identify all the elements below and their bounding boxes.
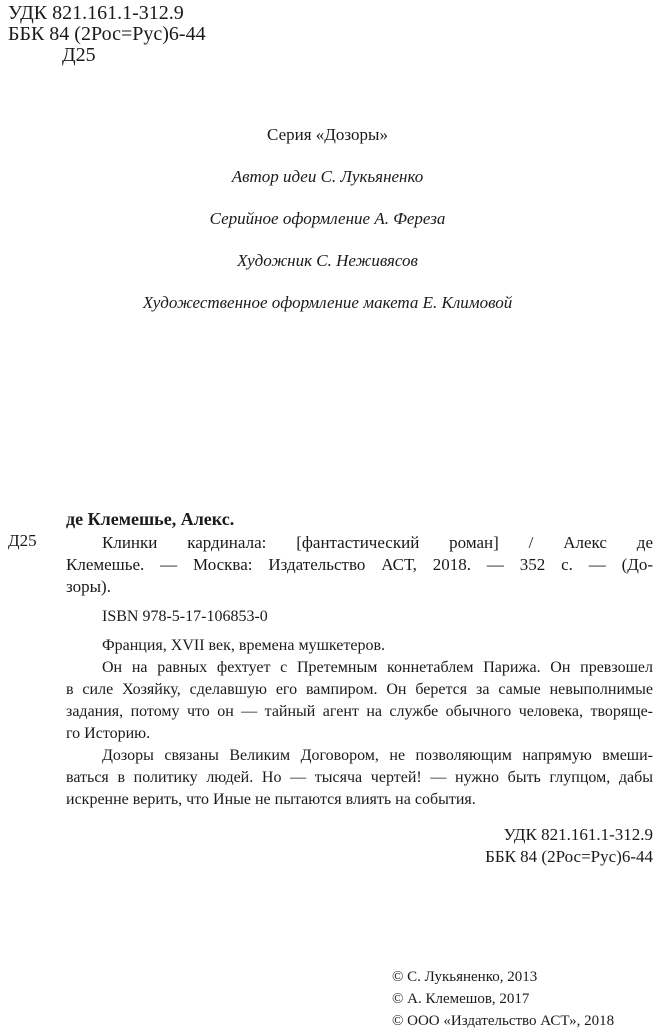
annotation-line: искренне верить, что Иные не пытаются влиять на события. bbox=[66, 791, 476, 808]
artist-credit: Художник С. Неживясов bbox=[237, 251, 418, 270]
idea-author: Автор идеи С. Лукьяненко bbox=[231, 167, 424, 186]
annotation-line: в силе Хозяйку, сделавшую его вампиром. Он берется за самые невыполнимые bbox=[66, 681, 653, 698]
catalog-mark: Д25 bbox=[8, 531, 37, 550]
catalog-heading: де Клемешье, Алекс. bbox=[66, 509, 235, 529]
bottom-udk-code: УДК 821.161.1-312.9 bbox=[503, 825, 653, 844]
annotation-line: ваться в политику людей. Но — тысяча чертей! — нужно быть глупцом, дабы bbox=[66, 769, 653, 786]
copyright-line: © ООО «Издательство АСТ», 2018 bbox=[392, 1013, 615, 1029]
annotation bbox=[66, 635, 653, 811]
catalog-entry-line: Клемешье. — Москва: Издательство АСТ, 2018. — 352 с. — (До- bbox=[66, 555, 653, 574]
catalog-entry bbox=[66, 532, 653, 598]
annotation-line: Он на равных фехтует с Претемным коннетаблем Парижа. Он превзошел bbox=[102, 659, 653, 676]
top-bbk-code: ББК 84 (2Рос=Рус)6-44 bbox=[8, 23, 206, 45]
annotation-line: Дозоры связаны Великим Договором, не позволяющим напрямую вмеши- bbox=[102, 747, 653, 764]
copyright-line: © А. Клемешов, 2017 bbox=[392, 991, 530, 1007]
annotation-line: го Историю. bbox=[66, 725, 151, 742]
catalog-entry-line: зоры). bbox=[66, 577, 111, 596]
series-design-credit: Серийное оформление А. Фереза bbox=[209, 209, 446, 228]
series-title: Серия «Дозоры» bbox=[267, 125, 388, 144]
bottom-bbk-code: ББК 84 (2Рос=Рус)6-44 bbox=[485, 847, 653, 866]
catalog-entry-line: Клинки кардинала: [фантастический роман] / Алекс де bbox=[102, 533, 653, 552]
top-udk-code: УДК 821.161.1-312.9 bbox=[8, 2, 184, 24]
copyright-line: © С. Лукьяненко, 2013 bbox=[392, 969, 538, 985]
annotation-line: Франция, XVII век, времена мушкетеров. bbox=[102, 637, 386, 654]
top-author-mark: Д25 bbox=[62, 44, 96, 66]
isbn: ISBN 978-5-17-106853-0 bbox=[102, 608, 268, 625]
layout-design-credit: Художественное оформление макета Е. Климовой bbox=[142, 293, 513, 312]
annotation-line: задания, потому что он — тайный агент на службе обычного человека, творяще- bbox=[66, 703, 653, 720]
